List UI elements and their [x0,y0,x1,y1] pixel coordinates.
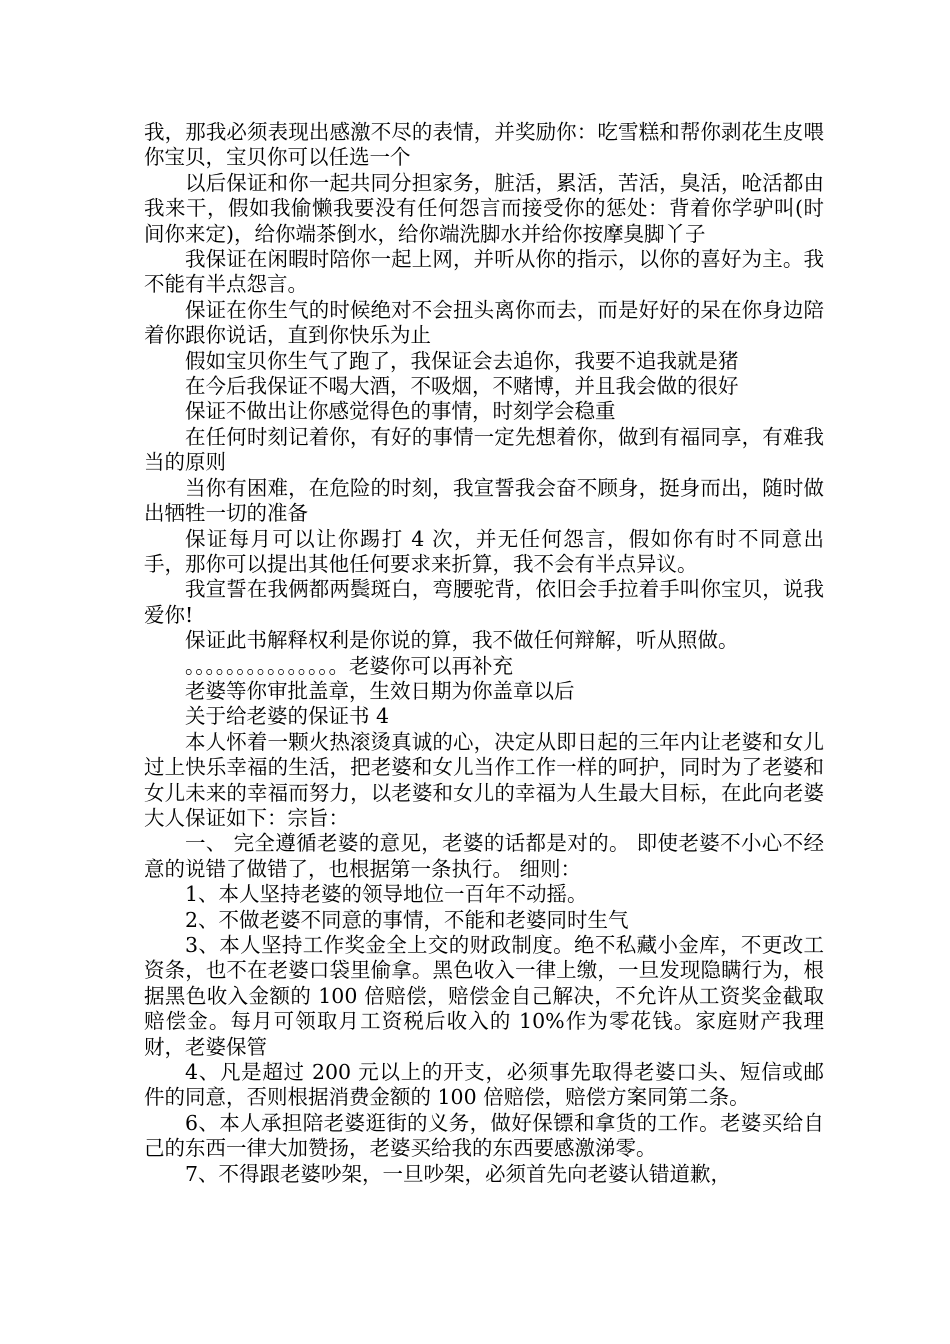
paragraph: 3、本人坚持工作奖金全上交的财政制度。绝不私藏小金库，不更改工资条，也不在老婆口袋里偷拿。黑色收入一律上缴，一旦发现隐瞒行为，根据黑色收入金额的 100 倍赔偿，赔偿金自己解决，不允许从工资奖金截取赔偿金。每月可领取月工资税后收入的 10%作为零花钱。家庭财产我理财，老婆保管 [144,933,824,1059]
paragraph: 以后保证和你一起共同分担家务，脏活，累活，苦活，臭活，呛活都由我来干，假如我偷懒我要没有任何怨言而接受你的惩处：背着你学驴叫(时间你来定)，给你端茶倒水，给你端洗脚水并给你按摩臭脚丫子 [144,170,824,246]
paragraph: 6、本人承担陪老婆逛街的义务，做好保镖和拿货的工作。老婆买给自己的东西一律大加赞扬，老婆买给我的东西要感激涕零。 [144,1110,824,1161]
paragraph: 一、 完全遵循老婆的意见，老婆的话都是对的。 即使老婆不小心不经意的说错了做错了，也根据第一条执行。 细则： [144,831,824,881]
paragraph: 保证此书解释权利是你说的算，我不做任何辩解，听从照做。 [185,628,739,653]
paragraph: 7、不得跟老婆吵架，一旦吵架，必须首先向老婆认错道歉， [185,1161,732,1186]
paragraph: 2、不做老婆不同意的事情，不能和老婆同时生气 [185,907,629,932]
paragraph: 保证不做出让你感觉得色的事情，时刻学会稳重 [185,399,616,424]
paragraph: 我宣誓在我俩都两鬓斑白，弯腰驼背，依旧会手拉着手叫你宝贝，说我爱你! [144,577,824,627]
paragraph: 当你有困难，在危险的时刻，我宣誓我会奋不顾身，挺身而出，随时做出牺牲一切的准备 [144,475,824,526]
paragraph: 1、本人坚持老婆的领导地位一百年不动摇。 [185,882,588,907]
paragraph: 关于给老婆的保证书 4 [185,704,390,729]
paragraph: 在今后我保证不喝大酒，不吸烟，不赌博，并且我会做的很好 [185,374,739,399]
paragraph: 我，那我必须表现出感激不尽的表情，并奖励你：吃雪糕和帮你剥花生皮喂你宝贝，宝贝你可以任选一个 [144,120,824,170]
paragraph: 老婆等你审批盖章，生效日期为你盖章以后 [185,678,575,703]
paragraph: 我保证在闲暇时陪你一起上网，并听从你的指示，以你的喜好为主。我不能有半点怨言。 [144,247,824,297]
paragraph: 4、凡是超过 200 元以上的开支，必须事先取得老婆口头、短信或邮件的同意，否则根据消费金额的 100 倍赔偿，赔偿方案同第二条。 [144,1060,824,1110]
paragraph: 在任何时刻记着你，有好的事情一定先想着你，做到有福同享，有难我当的原则 [144,424,824,475]
paragraph: 保证在你生气的时候绝对不会扭头离你而去，而是好好的呆在你身边陪着你跟你说话，直到你快乐为止 [144,297,824,348]
paragraph: 假如宝贝你生气了跑了，我保证会去追你，我要不追我就是猪 [185,348,739,373]
paragraph: 保证每月可以让你踢打 4 次，并无任何怨言，假如你有时不同意出手，那你可以提出其他任何要求来折算，我不会有半点异议。 [144,526,824,576]
document-page [144,120,824,1187]
paragraph: 本人怀着一颗火热滚烫真诚的心，决定从即日起的三年内让老婆和女儿过上快乐幸福的生活，把老婆和女儿当作工作一样的呵护，同时为了老婆和女儿未来的幸福而努力，以老婆和女儿的幸福为人生最大目标，在此向老婆大人保证如下：宗旨： [144,729,824,830]
paragraph: 。。。。。。。。。。。。。。。老婆你可以再补充 [185,653,513,678]
